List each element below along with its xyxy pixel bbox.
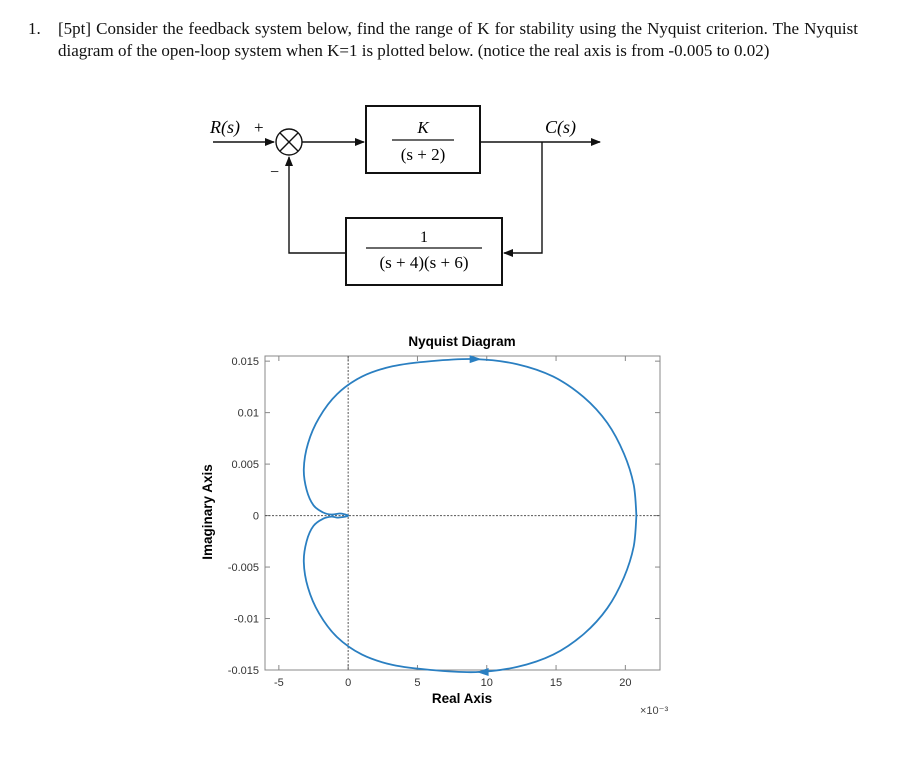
x-axis-label: Real Axis xyxy=(431,691,493,706)
y-axis-label: Imaginary Axis xyxy=(200,464,215,560)
y-tick-label: 0.01 xyxy=(237,407,259,420)
block-diagram xyxy=(209,106,600,285)
y-tick-label: -0.015 xyxy=(227,665,259,677)
x-tick-label: 10 xyxy=(480,677,493,689)
input-label: R(s) xyxy=(210,117,240,137)
x-tick-label: 15 xyxy=(549,677,563,689)
output-label: C(s) xyxy=(545,117,576,137)
y-tick-label: -0.01 xyxy=(233,613,259,626)
arrow-bottom xyxy=(477,668,489,676)
feedback-denominator: (s + 4)(s + 6) xyxy=(379,253,469,272)
forward-denominator: (s + 2) xyxy=(400,145,446,164)
forward-block xyxy=(366,106,480,173)
x-tick-label: 20 xyxy=(619,677,632,689)
x-tick-label: 5 xyxy=(414,677,421,689)
plus-sign: + xyxy=(254,118,264,137)
y-tick-label: 0.005 xyxy=(231,459,259,472)
feedback-return-line xyxy=(289,157,346,253)
feedback-numerator: 1 xyxy=(420,229,428,246)
feedback-takeoff-line xyxy=(504,142,542,253)
summing-junction xyxy=(276,129,302,155)
y-tick-label: -0.005 xyxy=(227,562,259,575)
chart-title: Nyquist Diagram xyxy=(408,334,516,349)
problem-number: 1. xyxy=(28,19,41,38)
x-tick-label: -5 xyxy=(273,677,284,689)
x-tick-label: 0 xyxy=(345,677,352,689)
feedback-block xyxy=(346,218,502,285)
y-tick-label: 0.015 xyxy=(231,356,259,369)
x-axis-scale-label: ×10⁻³ xyxy=(640,705,669,717)
forward-numerator: K xyxy=(417,118,429,137)
tick-marks xyxy=(228,356,660,689)
nyquist-chart xyxy=(200,334,668,717)
y-tick-label: 0 xyxy=(252,510,259,523)
minus-sign: − xyxy=(270,164,280,181)
problem-text: [5pt] Consider the feedback system below, find the range of K for stability using the Nyquist criterion. The Nyquist diagram of the open-loop system when K=1 is plotted below. (notice the real axis is from -0.005 to 0.02) xyxy=(58,19,858,60)
